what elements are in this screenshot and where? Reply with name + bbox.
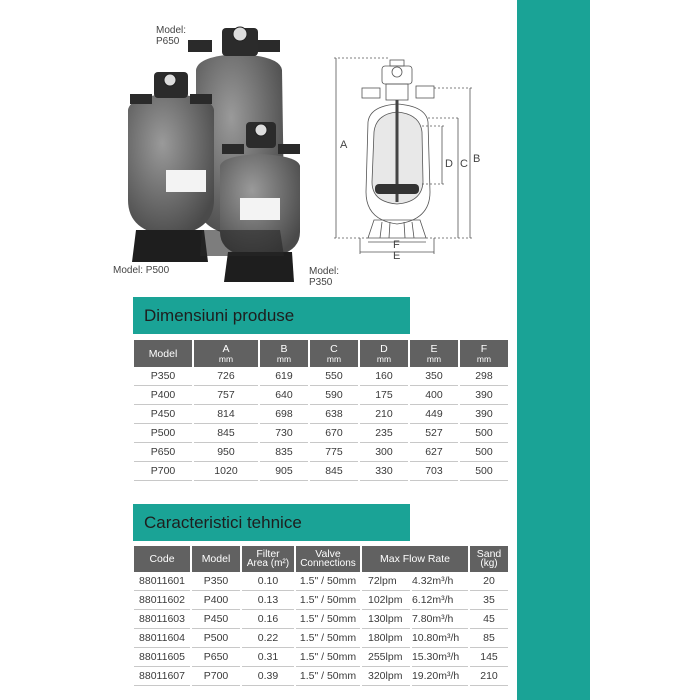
caption-p650: Model: P650 <box>156 25 187 47</box>
specs-row <box>134 648 508 667</box>
diagram-label-e: E <box>393 250 401 260</box>
dimension-cell: 160 <box>360 367 408 386</box>
dimensions-table <box>132 340 510 481</box>
model-cell: P650 <box>134 443 192 462</box>
caption-p500: Model: P500 <box>113 265 170 276</box>
flow-lpm-cell: 255lpm <box>362 648 410 667</box>
dimensions-row <box>134 462 508 481</box>
dimension-cell: 350 <box>410 367 458 386</box>
spec-col-code: Code <box>134 546 190 572</box>
dimension-cell: 210 <box>360 405 408 424</box>
spec-col-sand: Sand (kg) <box>470 546 508 572</box>
dimension-cell: 298 <box>460 367 508 386</box>
caption-p350: Model: P350 <box>309 266 340 288</box>
valve-cell: 1.5" / 50mm <box>296 629 360 648</box>
diagram-label-c: C <box>460 158 468 170</box>
dimension-cell: 905 <box>260 462 308 481</box>
dimensions-heading: Dimensiuni produse <box>133 297 410 334</box>
dimensions-header-row <box>134 340 508 367</box>
code-cell: 88011607 <box>134 667 190 686</box>
valve-cell: 1.5" / 50mm <box>296 572 360 591</box>
flow-lpm-cell: 102lpm <box>362 591 410 610</box>
specs-header-row <box>134 546 508 572</box>
dimension-cell: 590 <box>310 386 358 405</box>
dim-col-header: D mm <box>360 340 408 367</box>
code-cell: 88011603 <box>134 610 190 629</box>
filter-area-cell: 0.16 <box>242 610 294 629</box>
dimension-cell: 390 <box>460 405 508 424</box>
dimension-cell: 550 <box>310 367 358 386</box>
dimension-cell: 703 <box>410 462 458 481</box>
dimension-cell: 390 <box>460 386 508 405</box>
specs-row <box>134 667 508 686</box>
filter-area-cell: 0.22 <box>242 629 294 648</box>
dimension-cell: 619 <box>260 367 308 386</box>
valve-cell: 1.5" / 50mm <box>296 667 360 686</box>
dimension-cell: 845 <box>310 462 358 481</box>
model-cell: P450 <box>192 610 240 629</box>
dim-col-header: F mm <box>460 340 508 367</box>
specs-row <box>134 591 508 610</box>
dimension-cell: 175 <box>360 386 408 405</box>
dimension-cell: 698 <box>260 405 308 424</box>
flow-m3h-cell: 19.20m³/h <box>412 667 468 686</box>
dimension-cell: 835 <box>260 443 308 462</box>
model-cell: P500 <box>134 424 192 443</box>
dimensions-row <box>134 443 508 462</box>
dimension-cell: 627 <box>410 443 458 462</box>
model-cell: P350 <box>192 572 240 591</box>
specs-heading: Caracteristici tehnice <box>133 504 410 541</box>
model-cell: P450 <box>134 405 192 424</box>
spec-col-flow: Max Flow Rate <box>362 546 468 572</box>
dimension-cell: 500 <box>460 424 508 443</box>
dimension-cell: 845 <box>194 424 258 443</box>
dimension-cell: 527 <box>410 424 458 443</box>
product-photo <box>108 0 328 290</box>
dimension-diagram <box>330 52 490 260</box>
filter-area-cell: 0.13 <box>242 591 294 610</box>
diagram-label-f: F <box>393 239 400 251</box>
dimensions-row <box>134 424 508 443</box>
specs-table <box>132 546 510 686</box>
flow-m3h-cell: 15.30m³/h <box>412 648 468 667</box>
dimension-cell: 449 <box>410 405 458 424</box>
flow-m3h-cell: 10.80m³/h <box>412 629 468 648</box>
dimension-cell: 500 <box>460 443 508 462</box>
teal-side-strip <box>517 0 590 700</box>
spec-col-filter: Filter Area (m²) <box>242 546 294 572</box>
model-cell: P400 <box>134 386 192 405</box>
model-cell: P650 <box>192 648 240 667</box>
sand-cell: 20 <box>470 572 508 591</box>
dimension-cell: 1020 <box>194 462 258 481</box>
sand-cell: 45 <box>470 610 508 629</box>
dim-col-header: B mm <box>260 340 308 367</box>
code-cell: 88011602 <box>134 591 190 610</box>
dimension-cell: 950 <box>194 443 258 462</box>
specs-row <box>134 629 508 648</box>
dimension-cell: 757 <box>194 386 258 405</box>
dimension-cell: 235 <box>360 424 408 443</box>
specs-row <box>134 610 508 629</box>
diagram-label-d: D <box>445 158 453 170</box>
filter-area-cell: 0.10 <box>242 572 294 591</box>
dimension-cell: 638 <box>310 405 358 424</box>
dimension-cell: 775 <box>310 443 358 462</box>
code-cell: 88011605 <box>134 648 190 667</box>
flow-lpm-cell: 130lpm <box>362 610 410 629</box>
dimension-cell: 814 <box>194 405 258 424</box>
spec-col-model: Model <box>192 546 240 572</box>
dimensions-row <box>134 367 508 386</box>
flow-m3h-cell: 4.32m³/h <box>412 572 468 591</box>
model-cell: P350 <box>134 367 192 386</box>
model-cell: P700 <box>134 462 192 481</box>
dimension-cell: 726 <box>194 367 258 386</box>
valve-cell: 1.5" / 50mm <box>296 610 360 629</box>
dim-col-header: Model <box>134 340 192 367</box>
diagram-label-b: B <box>473 153 481 165</box>
filter-area-cell: 0.31 <box>242 648 294 667</box>
sand-cell: 85 <box>470 629 508 648</box>
flow-m3h-cell: 6.12m³/h <box>412 591 468 610</box>
model-cell: P400 <box>192 591 240 610</box>
diagram-label-a: A <box>340 139 348 151</box>
dim-col-header: E mm <box>410 340 458 367</box>
code-cell: 88011601 <box>134 572 190 591</box>
model-cell: P700 <box>192 667 240 686</box>
dimension-cell: 670 <box>310 424 358 443</box>
flow-lpm-cell: 180lpm <box>362 629 410 648</box>
code-cell: 88011604 <box>134 629 190 648</box>
sand-cell: 210 <box>470 667 508 686</box>
dimension-cell: 640 <box>260 386 308 405</box>
flow-m3h-cell: 7.80m³/h <box>412 610 468 629</box>
valve-cell: 1.5" / 50mm <box>296 648 360 667</box>
dim-col-header: A mm <box>194 340 258 367</box>
sand-cell: 35 <box>470 591 508 610</box>
spec-col-valve: Valve Connections <box>296 546 360 572</box>
valve-cell: 1.5" / 50mm <box>296 591 360 610</box>
specs-row <box>134 572 508 591</box>
dimensions-row <box>134 386 508 405</box>
dimensions-row <box>134 405 508 424</box>
dimension-cell: 330 <box>360 462 408 481</box>
sand-cell: 145 <box>470 648 508 667</box>
dimension-cell: 300 <box>360 443 408 462</box>
flow-lpm-cell: 320lpm <box>362 667 410 686</box>
dimension-cell: 730 <box>260 424 308 443</box>
filter-area-cell: 0.39 <box>242 667 294 686</box>
model-cell: P500 <box>192 629 240 648</box>
flow-lpm-cell: 72lpm <box>362 572 410 591</box>
dimension-cell: 400 <box>410 386 458 405</box>
dim-col-header: C mm <box>310 340 358 367</box>
dimension-cell: 500 <box>460 462 508 481</box>
